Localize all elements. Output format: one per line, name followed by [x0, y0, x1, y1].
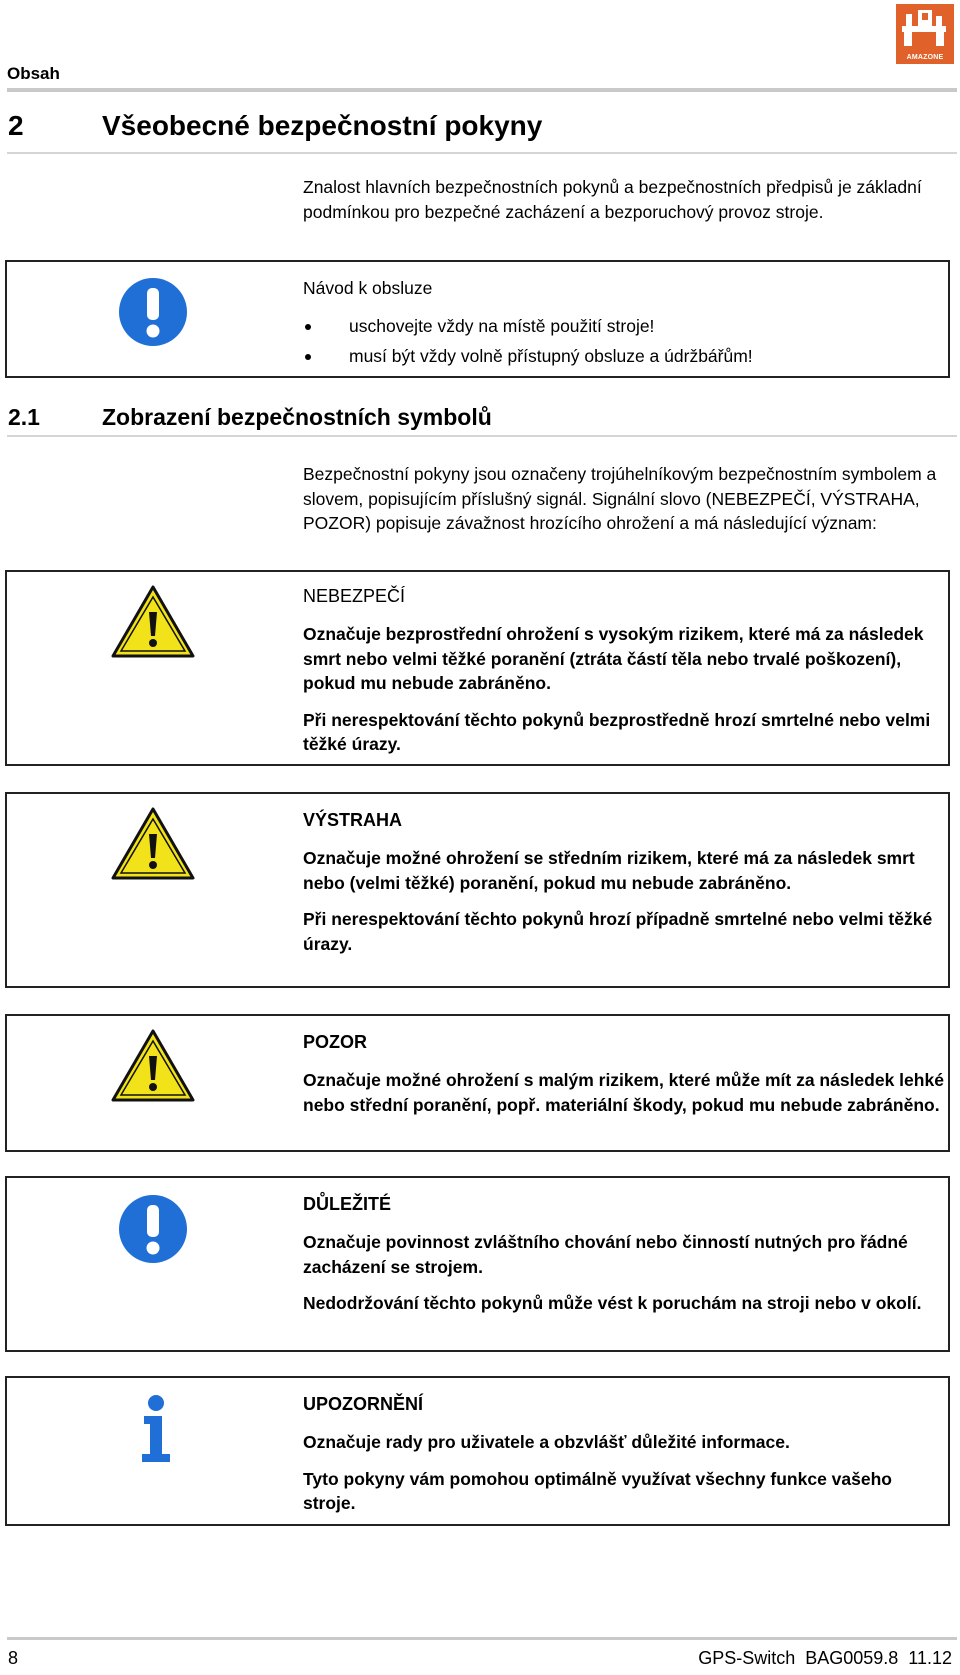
section-heading — [8, 404, 492, 431]
chapter-divider — [7, 152, 957, 154]
signal-box-warning — [5, 792, 950, 988]
footer-divider — [7, 1637, 957, 1640]
signal-paragraph: Při nerespektování těchto pokynů bezprostředně hrozí smrtelné nebo velmi těžké úrazy. — [303, 709, 931, 754]
signal-box-important — [5, 1176, 950, 1352]
notice-title: Návod k obsluze — [303, 278, 433, 298]
notice-content — [303, 276, 944, 371]
notice-box — [5, 260, 950, 378]
section-title: Zobrazení bezpečnostních symbolů — [102, 404, 492, 430]
signal-paragraph: Označuje bezprostřední ohrožení s vysokým rizikem, které má za následek smrt nebo velmi těžké poranění (ztráta částí těla nebo trvalé poškození), pokud mu nebude zabráněno. — [303, 624, 924, 693]
signal-content — [303, 1030, 944, 1129]
amazone-logo — [896, 4, 954, 64]
chapter-intro: Znalost hlavních bezpečnostních pokynů a bezpečnostních předpisů je základní podmínkou pro bezpečné zacházení a bezporuchový provoz stroje. — [303, 177, 922, 222]
info-icon — [136, 1394, 176, 1469]
signal-content — [303, 1192, 944, 1328]
chapter-title: Všeobecné bezpečnostní pokyny — [102, 110, 543, 141]
signal-paragraph: Označuje možné ohrožení se středním rizikem, které má za následek smrt nebo (velmi těžké) poranění, pokud mu nebude zabráněno. — [303, 848, 915, 893]
tractor-logo-icon — [896, 4, 954, 52]
exclamation-circle-icon — [118, 277, 188, 352]
signal-paragraph: Tyto pokyny vám pomohou optimálně využívat všechny funkce vašeho stroje. — [303, 1468, 892, 1513]
section-label: Obsah — [7, 64, 60, 83]
signal-paragraph: Nedodržování těchto pokynů může vést k poruchám na stroji nebo v okolí. — [303, 1293, 922, 1313]
warning-triangle-icon — [110, 1028, 196, 1109]
document-id: GPS-Switch BAG0059.8 11.12 — [698, 1648, 952, 1668]
signal-word: POZOR — [303, 1032, 368, 1052]
chapter-heading — [8, 110, 542, 142]
signal-box-danger — [5, 570, 950, 766]
signal-word: NEBEZPEČÍ — [303, 586, 406, 606]
signal-word: UPOZORNĚNÍ — [303, 1394, 424, 1414]
signal-paragraph: Označuje povinnost zvláštního chování nebo činností nutných pro řádné zacházení se strojem. — [303, 1232, 908, 1277]
logo-text: AMAZONE — [906, 54, 944, 61]
list-item: musí být vždy volně přístupný obsluze a údržbářům! — [303, 341, 944, 371]
signal-paragraph: Označuje rady pro uživatele a obzvlášť důležité informace. — [303, 1432, 790, 1452]
signal-content — [303, 1392, 944, 1528]
chapter-number: 2 — [8, 110, 24, 141]
signal-paragraph: Při nerespektování těchto pokynů hrozí případně smrtelné nebo velmi těžké úrazy. — [303, 909, 933, 954]
section-divider — [7, 435, 957, 437]
warning-triangle-icon — [110, 584, 196, 665]
section-number: 2.1 — [8, 404, 40, 430]
exclamation-circle-icon — [118, 1194, 188, 1269]
signal-content — [303, 808, 944, 968]
signal-word: DŮLEŽITÉ — [303, 1194, 391, 1214]
notice-list — [303, 311, 944, 371]
signal-word: VÝSTRAHA — [303, 810, 403, 830]
list-item: uschovejte vždy na místě použití stroje! — [303, 311, 944, 341]
signal-content — [303, 584, 944, 769]
header-divider — [7, 88, 957, 92]
page-number: 8 — [8, 1648, 19, 1668]
signal-paragraph: Označuje možné ohrožení s malým rizikem, které může mít za následek lehké nebo střední poranění, popř. materiální škody, pokud mu nebude zabráněno. — [303, 1070, 944, 1115]
signal-box-note — [5, 1376, 950, 1526]
section-intro: Bezpečnostní pokyny jsou označeny trojúhelníkovým bezpečnostním symbolem a slovem, popisujícím příslušný signál. Signální slovo (NEBEZPEČÍ, VÝSTRAHA, POZOR) popisuje závažnost hrozícího ohrožení a má následující význam: — [303, 464, 937, 533]
warning-triangle-icon — [110, 806, 196, 887]
signal-box-caution — [5, 1014, 950, 1152]
